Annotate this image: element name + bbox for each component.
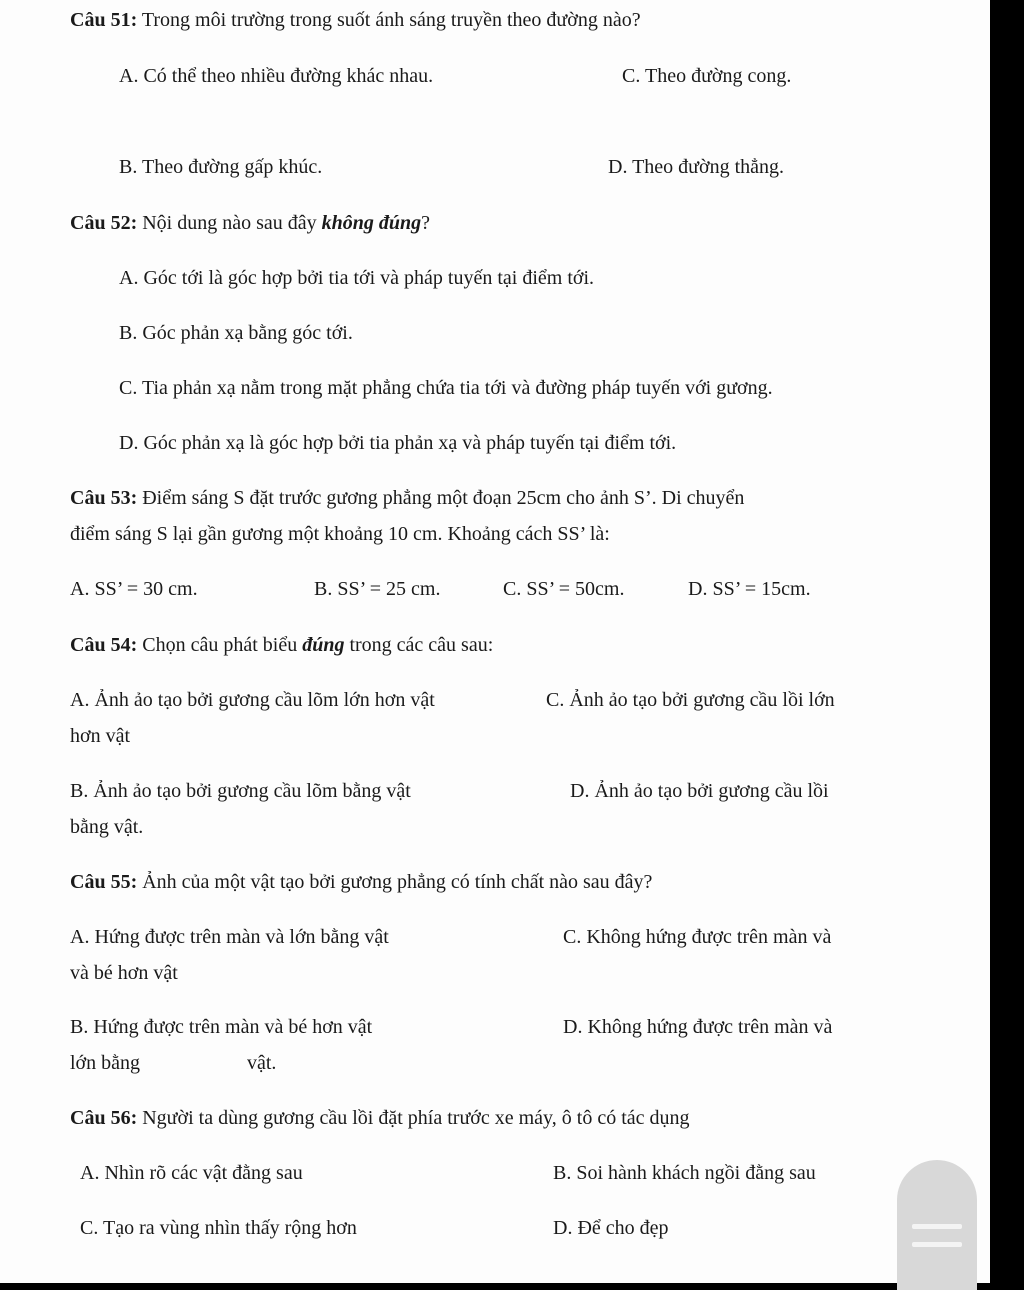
option-54-a: A. Ảnh ảo tạo bởi gương cầu lõm lớn hơn vật: [70, 689, 435, 711]
option-51-a: A. Có thể theo nhiều đường khác nhau.: [119, 65, 434, 87]
option-54-b: B. Ảnh ảo tạo bởi gương cầu lõm bằng vật: [70, 780, 411, 802]
question-51: [70, 8, 641, 32]
question-emphasis: không đúng: [321, 212, 422, 234]
question-number: Câu 51:: [70, 9, 138, 31]
question-number: Câu 56:: [70, 1107, 138, 1129]
option-55-c: C. Không hứng được trên màn và: [563, 926, 832, 948]
option-55-a: A. Hứng được trên màn và lớn bằng vật: [70, 926, 389, 948]
question-number: Câu 55:: [70, 871, 138, 893]
option-52-b: B. Góc phản xạ bằng góc tới.: [119, 322, 353, 344]
question-text: Chọn câu phát biểu: [137, 634, 303, 656]
question-tail: trong các câu sau:: [344, 634, 494, 656]
question-54: [70, 633, 493, 657]
question-number: Câu 54:: [70, 634, 138, 656]
option-53-a: A. SS’ = 30 cm.: [70, 578, 198, 600]
question-52: [70, 211, 430, 235]
question-53-line2: điểm sáng S lại gần gương một khoảng 10 cm. Khoảng cách SS’ là:: [70, 523, 610, 545]
option-55-b: B. Hứng được trên màn và bé hơn vật: [70, 1016, 373, 1038]
question-text: Người ta dùng gương cầu lồi đặt phía trước xe máy, ô tô có tác dụng: [137, 1107, 690, 1129]
question-tail: ?: [421, 212, 431, 234]
option-53-c: C. SS’ = 50cm.: [503, 578, 625, 600]
option-56-b: B. Soi hành khách ngồi đằng sau: [553, 1162, 816, 1184]
option-51-b: B. Theo đường gấp khúc.: [119, 156, 323, 178]
option-52-c: C. Tia phản xạ nằm trong mặt phẳng chứa tia tới và đường pháp tuyến với gương.: [119, 377, 773, 399]
question-emphasis: đúng: [302, 634, 345, 656]
option-55-d-continued: lớn bằng: [70, 1052, 141, 1074]
question-number: Câu 52:: [70, 212, 138, 234]
option-52-d: D. Góc phản xạ là góc hợp bởi tia phản xạ và pháp tuyến tại điểm tới.: [119, 432, 677, 454]
option-55-d-continued-tail: vật.: [247, 1052, 277, 1074]
option-53-d: D. SS’ = 15cm.: [688, 578, 811, 600]
option-54-d: D. Ảnh ảo tạo bởi gương cầu lồi: [570, 780, 829, 802]
option-54-c-continued: hơn vật: [70, 725, 131, 747]
option-53-b: B. SS’ = 25 cm.: [314, 578, 441, 600]
question-text: Nội dung nào sau đây: [137, 212, 322, 234]
option-54-c: C. Ảnh ảo tạo bởi gương cầu lồi lớn: [546, 689, 835, 711]
option-56-d: D. Để cho đẹp: [553, 1217, 669, 1239]
option-51-c: C. Theo đường cong.: [622, 65, 792, 87]
option-56-a: A. Nhìn rõ các vật đằng sau: [80, 1162, 303, 1184]
question-56: [70, 1106, 690, 1130]
option-55-c-continued: và bé hơn vật: [70, 962, 178, 984]
question-text: Điểm sáng S đặt trước gương phẳng một đoạn 25cm cho ảnh S’. Di chuyển: [137, 487, 745, 509]
option-55-d: D. Không hứng được trên màn và: [563, 1016, 833, 1038]
scroll-handle[interactable]: [897, 1160, 977, 1290]
option-51-d: D. Theo đường thẳng.: [608, 156, 785, 178]
question-53: [70, 486, 744, 510]
option-54-d-continued: bằng vật.: [70, 816, 144, 838]
question-text: Trong môi trường trong suốt ánh sáng truyền theo đường nào?: [137, 9, 641, 31]
question-text: Ảnh của một vật tạo bởi gương phẳng có tính chất nào sau đây?: [137, 871, 653, 893]
option-52-a: A. Góc tới là góc hợp bởi tia tới và pháp tuyến tại điểm tới.: [119, 267, 595, 289]
question-number: Câu 53:: [70, 487, 138, 509]
question-55: [70, 870, 652, 894]
option-56-c: C. Tạo ra vùng nhìn thấy rộng hơn: [80, 1217, 357, 1239]
